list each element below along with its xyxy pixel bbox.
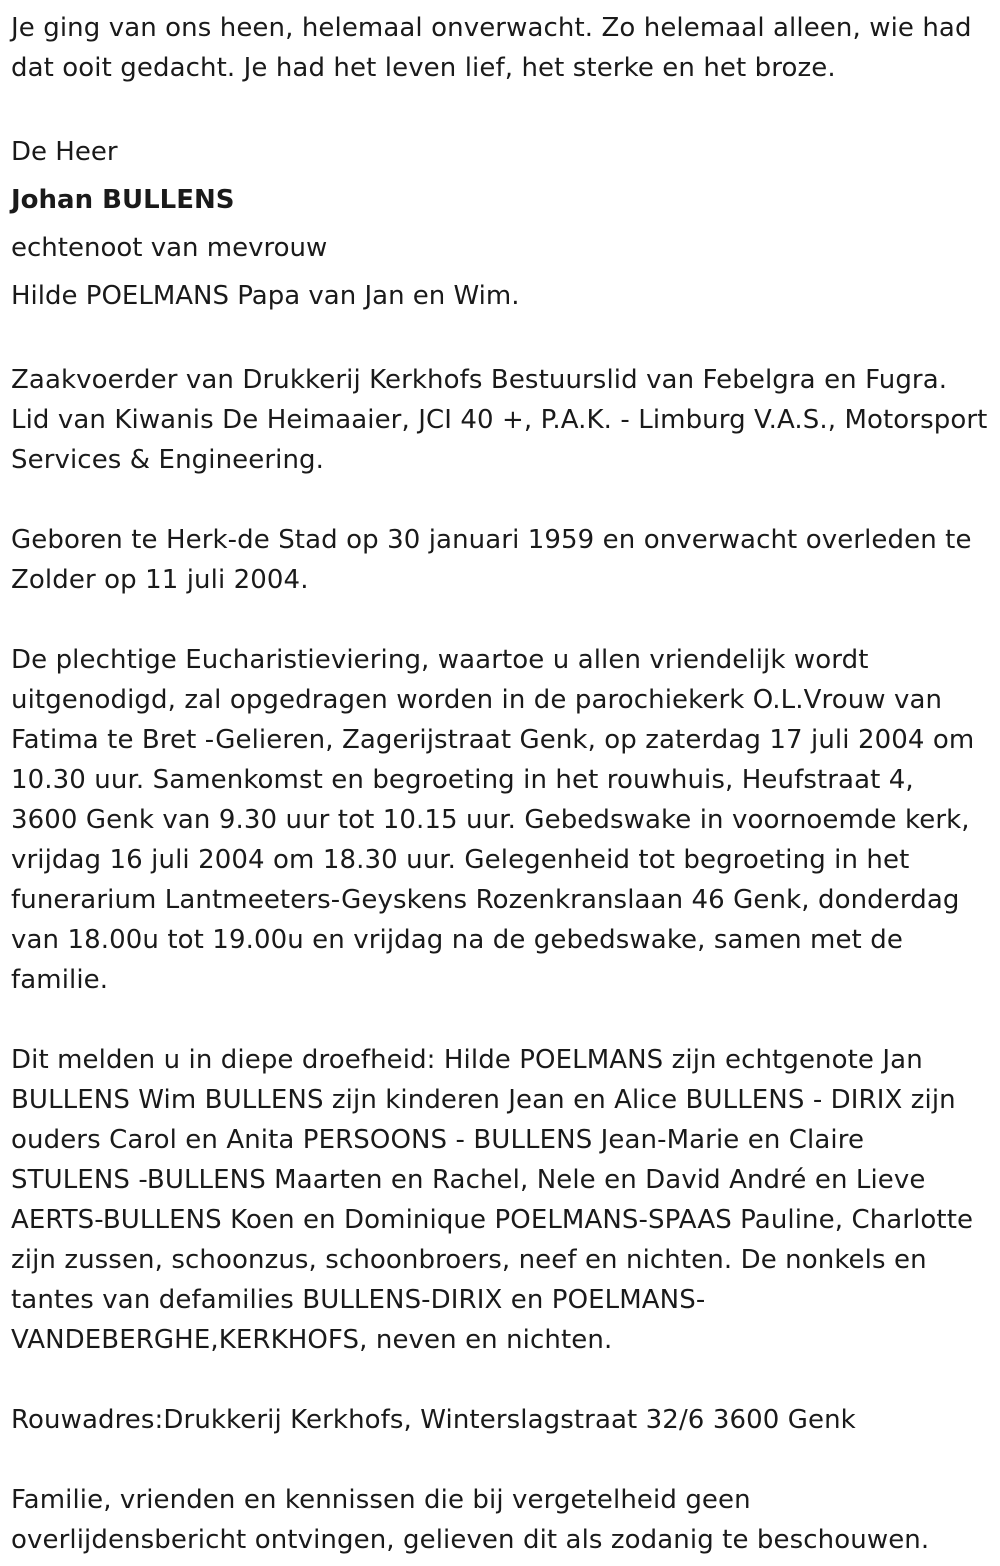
spacer: [11, 88, 988, 128]
intro-paragraph: Je ging van ons heen, helemaal onverwacht. Zo helemaal alleen, wie had dat ooit gedacht. Je had het leven lief, het sterke en het broze.: [11, 13, 972, 83]
family-paragraph: Dit melden u in diepe droefheid: Hilde POELMANS zijn echtgenote Jan BULLENS Wim BULLENS zijn kinderen Jean en Alice BULLENS - DIRIX zijn ouders Carol en Anita PERSOONS - BULLENS Jean-Marie en Claire STULENS -BULLENS Maarten en Rachel, Nele en David André en Lieve AERTS-BULLENS Koen en Dominique POELMANS-SPAAS Pauline, Charlotte zijn zussen, schoonzus, schoonbroers, neef en nichten. De nonkels en tantes van defamilies BULLENS-DIRIX en POELMANS-VANDEBERGHE,KERKHOFS, neven en nichten.: [11, 1045, 974, 1355]
closing-paragraph: Familie, vrienden en kennissen die bij vergetelheid geen overlijdensbericht ontvingen, gelieven dit als zodanig te beschouwen.: [11, 1485, 930, 1555]
spacer: [11, 320, 988, 360]
ceremony-paragraph: De plechtige Eucharistieviering, waartoe u allen vriendelijk wordt uitgenodigd, zal opgedragen worden in de parochiekerk O.L.Vrouw van Fatima te Bret -Gelieren, Zagerijstraat Genk, op zaterdag 17 juli 2004 om 10.30 uur. Samenkomst en begroeting in het rouwhuis, Heufstraat 4, 3600 Genk van 9.30 uur tot 10.15 uur. Gebedswake in voornoemde kerk, vrijdag 16 juli 2004 om 18.30 uur. Gelegenheid tot begroeting in het funerarium Lantmeeters-Geyskens Rozenkranslaan 46 Genk, donderdag van 18.00u tot 19.00u en vrijdag na de gebedswake, samen met de familie.: [11, 645, 975, 995]
spacer: [11, 600, 988, 640]
spacer: [11, 1000, 988, 1040]
honorific: De Heer: [11, 137, 118, 167]
address-paragraph: Rouwadres:Drukkerij Kerkhofs, Winterslagstraat 32/6 3600 Genk: [11, 1405, 856, 1435]
roles-paragraph: Zaakvoerder van Drukkerij Kerkhofs Bestuurslid van Febelgra en Fugra. Lid van Kiwanis De Heimaaier, JCI 40 +, P.A.K. - Limburg V.A.S., Motorsport Services & Engineering.: [11, 365, 988, 475]
spouse-line-2: Hilde POELMANS Papa van Jan en Wim.: [11, 281, 520, 311]
spacer: [11, 1440, 988, 1480]
birth-death-paragraph: Geboren te Herk-de Stad op 30 januari 1959 en onverwacht overleden te Zolder op 11 juli 2004.: [11, 525, 972, 595]
deceased-name: Johan BULLENS: [11, 185, 235, 215]
spacer: [11, 1360, 988, 1400]
spouse-line-1: echtenoot van mevrouw: [11, 233, 328, 263]
spacer: [11, 480, 988, 520]
